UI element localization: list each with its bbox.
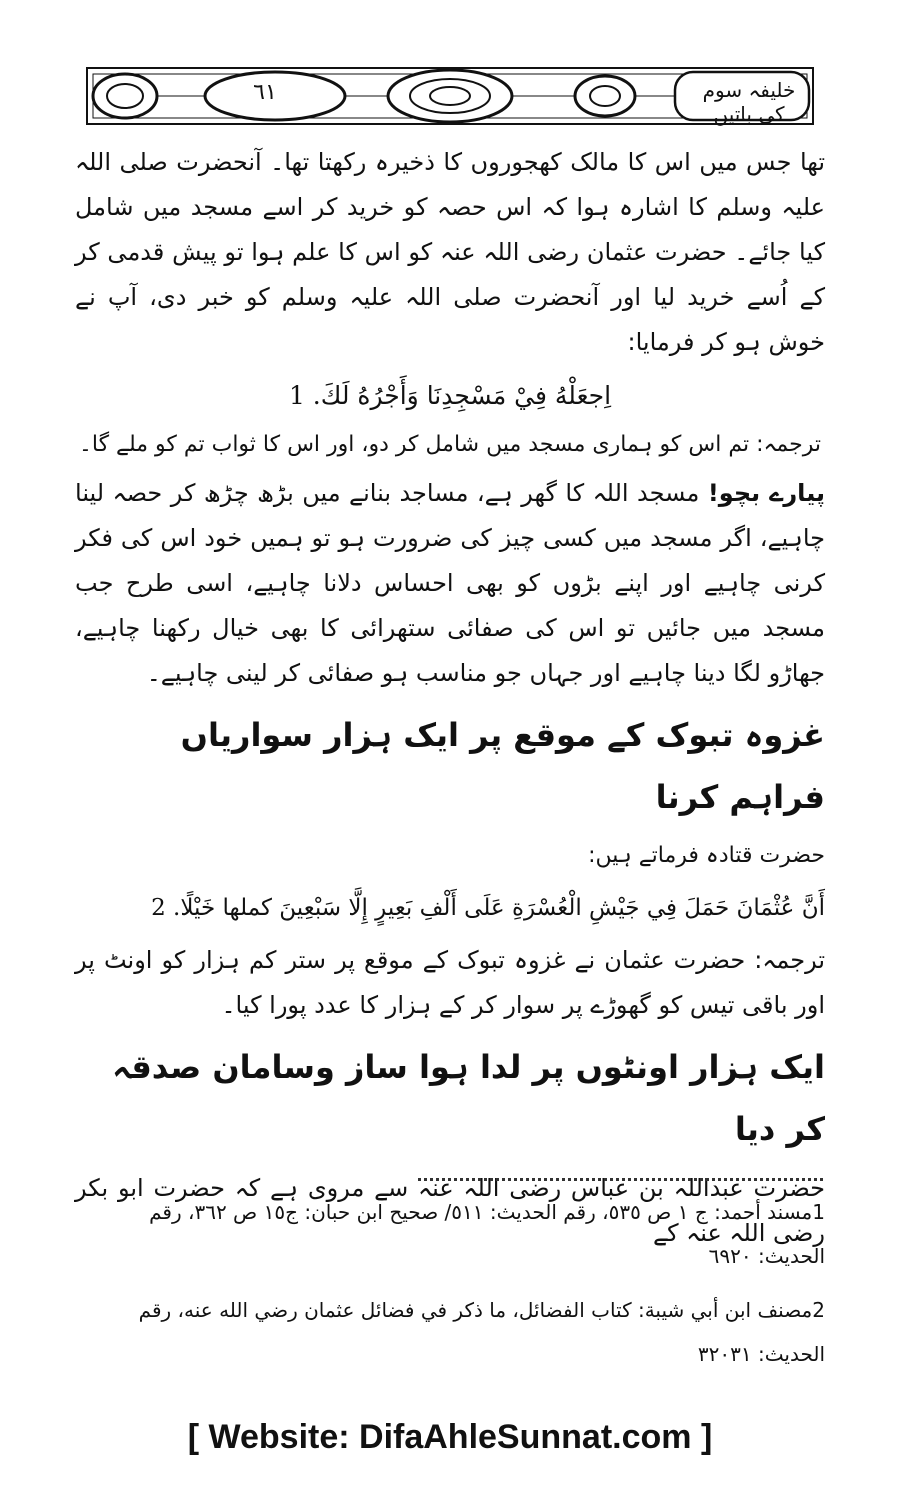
footnote-1: 1مسند أحمد: ج ١ ص ٥٣٥، رقم الحديث: ٥١١/ صحيح ابن حبان: ج١٥ ص ٣٦٢، رقم الحديث: ٦٩٢٠ xyxy=(149,1200,825,1268)
translation-1: ترجمہ: تم اس کو ہماری مسجد میں شامل کر دو، اور اس کا ثواب تم کو ملے گا۔ xyxy=(79,432,821,457)
footnote-divider xyxy=(418,1178,823,1181)
paragraph-2 xyxy=(75,471,825,696)
footnote-ref-1: 1 xyxy=(288,381,305,410)
website-banner: [ Website: DifaAhleSunnat.com ] xyxy=(187,1418,713,1456)
running-title: خلیفہ سوم کی باتیں xyxy=(702,78,796,126)
narrator-intro: حضرت قتادہ فرماتے ہیں: xyxy=(588,843,825,868)
page-header xyxy=(85,62,815,130)
main-text xyxy=(75,140,825,1256)
footnote-2: 2مصنف ابن أبي شيبة: كتاب الفضائل، ما ذكر في فضائل عثمان رضي الله عنه، رقم الحديث: ٣٢٠٣١ xyxy=(138,1298,825,1366)
footnote-ref-2: 2 xyxy=(151,895,166,921)
paragraph-2-text: مسجد اللہ کا گھر ہے، مساجد بنانے میں بڑھ چڑھ کر حصہ لینا چاہیے، اگر مسجد میں کسی چیز کی ضرورت ہو تو ہمیں خود اس کی فکر کرنی چاہیے اور اپنے بڑوں کو بھی احساس دلانا چاہیے، اسی طرح جب مسجد میں جائیں تو اس کی صفائی ستھرائی کا بھی خیال رکھنا چاہیے، جھاڑو لگا دینا چاہیے اور جہاں جو مناسب ہو صفائی کر لینی چاہیے۔ xyxy=(75,479,825,687)
page-number: ٦١ xyxy=(253,80,277,105)
paragraph-3: حضرت عبداللہ بن عباس رضی اللہ عنہ سے مروی ہے کہ حضرت ابو بکر رضی اللہ عنہ کے xyxy=(75,1174,825,1247)
paragraph-1: تھا جس میں اس کا مالک کھجوروں کا ذخیرہ رکھتا تھا۔ آنحضرت صلی اللہ علیہ وسلم کا اشارہ ہوا کہ اس حصہ کو خرید کر اسے مسجد میں شامل کیا جائے۔ حضرت عثمان رضی اللہ عنہ کو اس کا علم ہوا تو پیش قدمی کر کے اُسے خرید لیا اور آنحضرت صلی اللہ علیہ وسلم کو خبر دی، آپ نے خوش ہو کر فرمایا: xyxy=(75,148,825,356)
footnotes xyxy=(90,1190,825,1386)
arabic-quote-1-text: اِجعَلْهُ فِيْ مَسْجِدِنَا وَأَجْرُهُ لَكَ. xyxy=(312,381,612,410)
arabic-quote-1 xyxy=(75,371,825,421)
translation-2: ترجمہ: حضرت عثمان نے غزوہ تبوک کے موقع پر ستر کم ہزار کو اونٹ پر اور باقی تیس کو گھوڑے پر سوار کر کے ہزار کا عدد پورا کیا۔ xyxy=(75,946,825,1019)
section-heading-2: ایک ہزار اونٹوں پر لدا ہوا ساز وسامان صدقہ کر دیا xyxy=(112,1048,825,1148)
paragraph-2-lead: پیارے بچو! xyxy=(707,479,825,507)
section-heading-1: غزوہ تبوک کے موقع پر ایک ہزار سواریاں فراہم کرنا xyxy=(180,716,825,816)
arabic-quote-2-text: أَنَّ عُثْمَانَ حَمَلَ فِي جَيْشِ الْعُسْرَةِ عَلَى أَلْفِ بَعِيرٍ إِلَّا سَبْعِينَ كملها خَيْلًا. xyxy=(173,895,825,921)
arabic-quote-2 xyxy=(75,882,825,934)
